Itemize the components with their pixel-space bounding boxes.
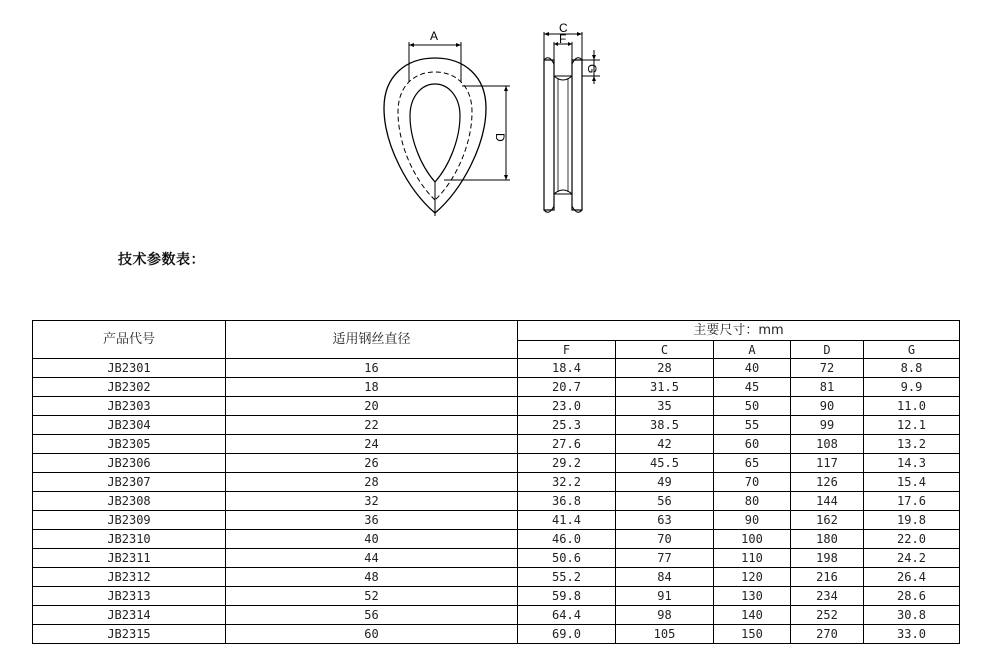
cell-a: 40 [714,359,791,378]
table-row [33,587,960,606]
cell-d: 216 [791,568,864,587]
cell-a: 60 [714,435,791,454]
thimble-technical-drawing [378,20,614,220]
cell-wire-diameter: 40 [226,530,518,549]
cell-g: 24.2 [864,549,960,568]
table-row [33,549,960,568]
table-row [33,492,960,511]
cell-a: 80 [714,492,791,511]
cell-a: 100 [714,530,791,549]
cell-wire-diameter: 56 [226,606,518,625]
header-main-dimensions: 主要尺寸：mm [518,321,960,341]
label-a: A [430,29,439,43]
cell-a: 130 [714,587,791,606]
spec-table [32,320,960,644]
cell-a: 90 [714,511,791,530]
cell-wire-diameter: 20 [226,397,518,416]
cell-c: 105 [616,625,714,644]
cell-wire-diameter: 52 [226,587,518,606]
cell-wire-diameter: 36 [226,511,518,530]
cell-wire-diameter: 28 [226,473,518,492]
cell-product-code: JB2304 [33,416,226,435]
cell-product-code: JB2310 [33,530,226,549]
table-row [33,359,960,378]
table-row [33,435,960,454]
table-row [33,530,960,549]
side-view [544,32,600,212]
table-row [33,473,960,492]
label-c: C [559,21,568,35]
cell-c: 63 [616,511,714,530]
cell-product-code: JB2312 [33,568,226,587]
cell-f: 23.0 [518,397,616,416]
cell-a: 70 [714,473,791,492]
cell-c: 56 [616,492,714,511]
table-row [33,606,960,625]
cell-product-code: JB2301 [33,359,226,378]
cell-f: 20.7 [518,378,616,397]
cell-product-code: JB2314 [33,606,226,625]
cell-f: 36.8 [518,492,616,511]
cell-g: 19.8 [864,511,960,530]
cell-product-code: JB2302 [33,378,226,397]
table-row [33,568,960,587]
table-header [33,321,960,359]
cell-c: 45.5 [616,454,714,473]
cell-d: 234 [791,587,864,606]
cell-d: 90 [791,397,864,416]
cell-d: 270 [791,625,864,644]
cell-a: 50 [714,397,791,416]
label-f: F [559,32,567,46]
cell-product-code: JB2303 [33,397,226,416]
cell-c: 98 [616,606,714,625]
cell-d: 252 [791,606,864,625]
cell-d: 72 [791,359,864,378]
cell-a: 45 [714,378,791,397]
cell-g: 17.6 [864,492,960,511]
cell-c: 42 [616,435,714,454]
cell-g: 14.3 [864,454,960,473]
table-row [33,416,960,435]
cell-f: 27.6 [518,435,616,454]
cell-c: 28 [616,359,714,378]
cell-product-code: JB2305 [33,435,226,454]
cell-product-code: JB2309 [33,511,226,530]
section-title: 技术参数表： [118,252,205,268]
cell-product-code: JB2307 [33,473,226,492]
cell-c: 70 [616,530,714,549]
cell-product-code: JB2315 [33,625,226,644]
cell-product-code: JB2311 [33,549,226,568]
header-dim-a: A [714,341,791,359]
header-dim-g: G [864,341,960,359]
cell-c: 31.5 [616,378,714,397]
cell-g: 26.4 [864,568,960,587]
cell-g: 9.9 [864,378,960,397]
cell-f: 29.2 [518,454,616,473]
cell-c: 35 [616,397,714,416]
cell-f: 41.4 [518,511,616,530]
cell-a: 65 [714,454,791,473]
table-row [33,511,960,530]
cell-c: 91 [616,587,714,606]
cell-f: 18.4 [518,359,616,378]
header-dim-d: D [791,341,864,359]
cell-product-code: JB2313 [33,587,226,606]
header-product-code: 产品代号 [33,321,226,359]
label-g: G [585,64,599,74]
cell-f: 46.0 [518,530,616,549]
cell-d: 180 [791,530,864,549]
cell-g: 12.1 [864,416,960,435]
header-wire-diameter: 适用钢丝直径 [226,321,518,359]
label-d: D [493,133,507,142]
cell-d: 108 [791,435,864,454]
cell-wire-diameter: 24 [226,435,518,454]
cell-g: 30.8 [864,606,960,625]
cell-product-code: JB2308 [33,492,226,511]
cell-g: 33.0 [864,625,960,644]
cell-d: 144 [791,492,864,511]
cell-f: 59.8 [518,587,616,606]
cell-a: 55 [714,416,791,435]
header-dim-c: C [616,341,714,359]
cell-wire-diameter: 44 [226,549,518,568]
cell-wire-diameter: 60 [226,625,518,644]
cell-c: 84 [616,568,714,587]
cell-product-code: JB2306 [33,454,226,473]
cell-f: 50.6 [518,549,616,568]
table-row [33,625,960,644]
cell-c: 77 [616,549,714,568]
table-row [33,454,960,473]
cell-c: 38.5 [616,416,714,435]
cell-wire-diameter: 18 [226,378,518,397]
cell-d: 198 [791,549,864,568]
cell-c: 49 [616,473,714,492]
front-view [384,42,510,216]
cell-g: 28.6 [864,587,960,606]
cell-g: 8.8 [864,359,960,378]
cell-f: 32.2 [518,473,616,492]
table-row [33,397,960,416]
cell-g: 13.2 [864,435,960,454]
cell-d: 117 [791,454,864,473]
table-row [33,378,960,397]
cell-wire-diameter: 26 [226,454,518,473]
cell-f: 69.0 [518,625,616,644]
header-dim-f: F [518,341,616,359]
cell-g: 22.0 [864,530,960,549]
table-body [33,359,960,644]
cell-d: 81 [791,378,864,397]
cell-a: 120 [714,568,791,587]
cell-a: 150 [714,625,791,644]
cell-d: 126 [791,473,864,492]
cell-a: 110 [714,549,791,568]
cell-d: 99 [791,416,864,435]
cell-wire-diameter: 48 [226,568,518,587]
cell-f: 55.2 [518,568,616,587]
cell-g: 11.0 [864,397,960,416]
cell-d: 162 [791,511,864,530]
cell-wire-diameter: 22 [226,416,518,435]
cell-f: 64.4 [518,606,616,625]
cell-a: 140 [714,606,791,625]
cell-g: 15.4 [864,473,960,492]
cell-wire-diameter: 16 [226,359,518,378]
cell-wire-diameter: 32 [226,492,518,511]
cell-f: 25.3 [518,416,616,435]
